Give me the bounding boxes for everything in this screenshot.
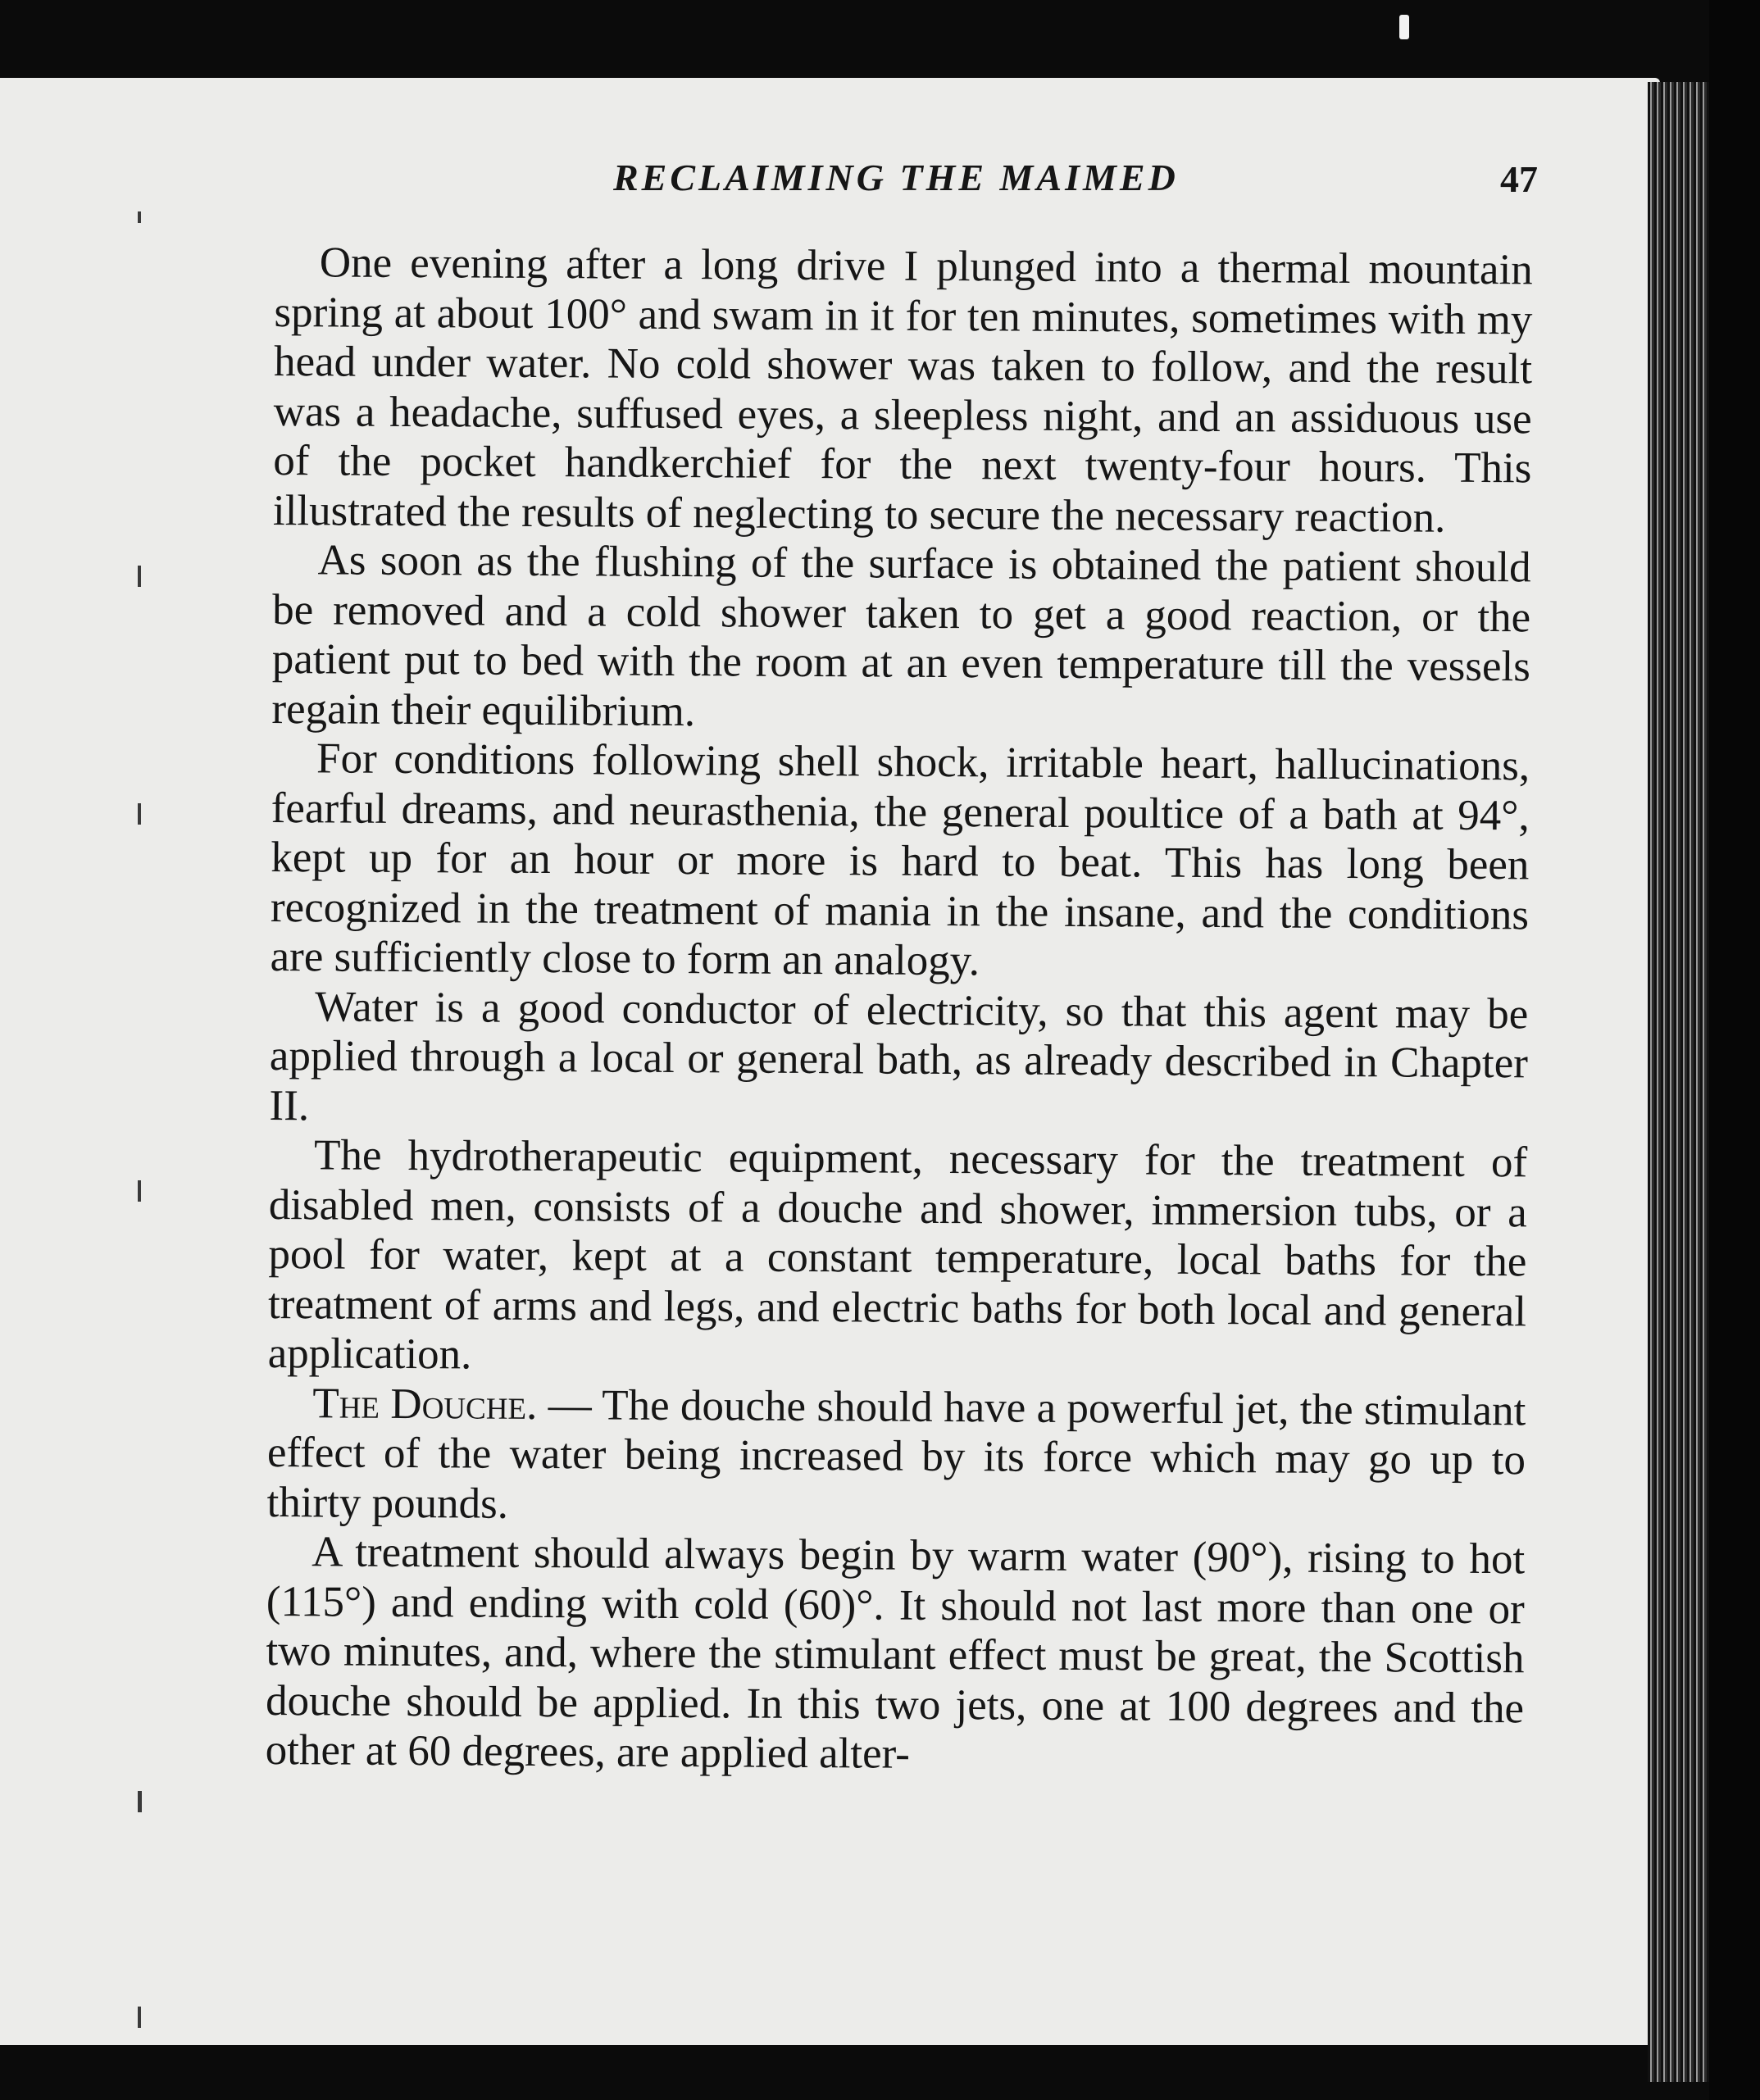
running-title: RECLAIMING THE MAIMED <box>613 157 1179 198</box>
margin-mark <box>138 803 141 825</box>
paragraph-text: — The douche should have a powerful jet, the stimulant effect of the water being increased by its force which may go up to thirty pounds. <box>266 1380 1526 1528</box>
page-header <box>0 156 1660 213</box>
section-heading: The Douche. <box>312 1379 538 1429</box>
margin-mark <box>138 211 141 223</box>
book-spine-shadow <box>1709 0 1760 2100</box>
paragraph: One evening after a long drive I plunged into a thermal mountain spring at about 100° and swam in it for ten minutes, sometimes with my head under water. No cold shower was taken to follow, and the result was a headache, suffused eyes, a sleepless night, and an assiduous use of the pocket handkerchief for the next twenty-four hours. This illustrated the results of neglecting to secure the necessary reaction. <box>272 239 1533 542</box>
margin-mark <box>138 2007 141 2028</box>
paragraph: As soon as the flushing of the surface is obtained the patient should be removed and a cold shower taken to get a good reaction, or the patient put to bed with the room at an even temperature till the vessels regain their equilibrium. <box>271 536 1531 735</box>
paragraph: The hydrotherapeutic equipment, necessary for the treatment of disabled men, consists of a douche and shower, immersion tubs, or a pool for water, kept at a constant temperature, local baths for the treatment of arms and legs, and electric baths for both local and general application. <box>267 1131 1528 1379</box>
page-number: 47 <box>1500 158 1538 200</box>
margin-mark <box>138 1180 141 1202</box>
body-text <box>266 238 1533 1783</box>
margin-mark <box>138 566 141 587</box>
paragraph: A treatment should always begin by warm water (90°), rising to hot (115°) and ending with cold (60)°. It should not last more than one or two minutes, and, where the stimulant effect must be great, the Scottish douche should be applied. In this two jets, one at 100 degrees and the other at 60 degrees, are applied alter- <box>265 1528 1526 1778</box>
scan-speck <box>1399 15 1409 39</box>
page-stack-edge <box>1648 82 1709 2082</box>
paragraph: Water is a good conductor of electricity, so that this agent may be applied through a local or general bath, as already described in Chapter II. <box>269 982 1529 1130</box>
margin-mark <box>138 1791 142 1812</box>
paragraph <box>266 1378 1526 1534</box>
paragraph: For conditions following shell shock, irritable heart, hallucinations, fearful dreams, and neurasthenia, the general poultice of a bath at 94°, kept up for an hour or more is hard to beat. This has long been recognized in the treatment of mania in the insane, and the conditions are sufficiently close to form an analogy. <box>270 734 1530 985</box>
